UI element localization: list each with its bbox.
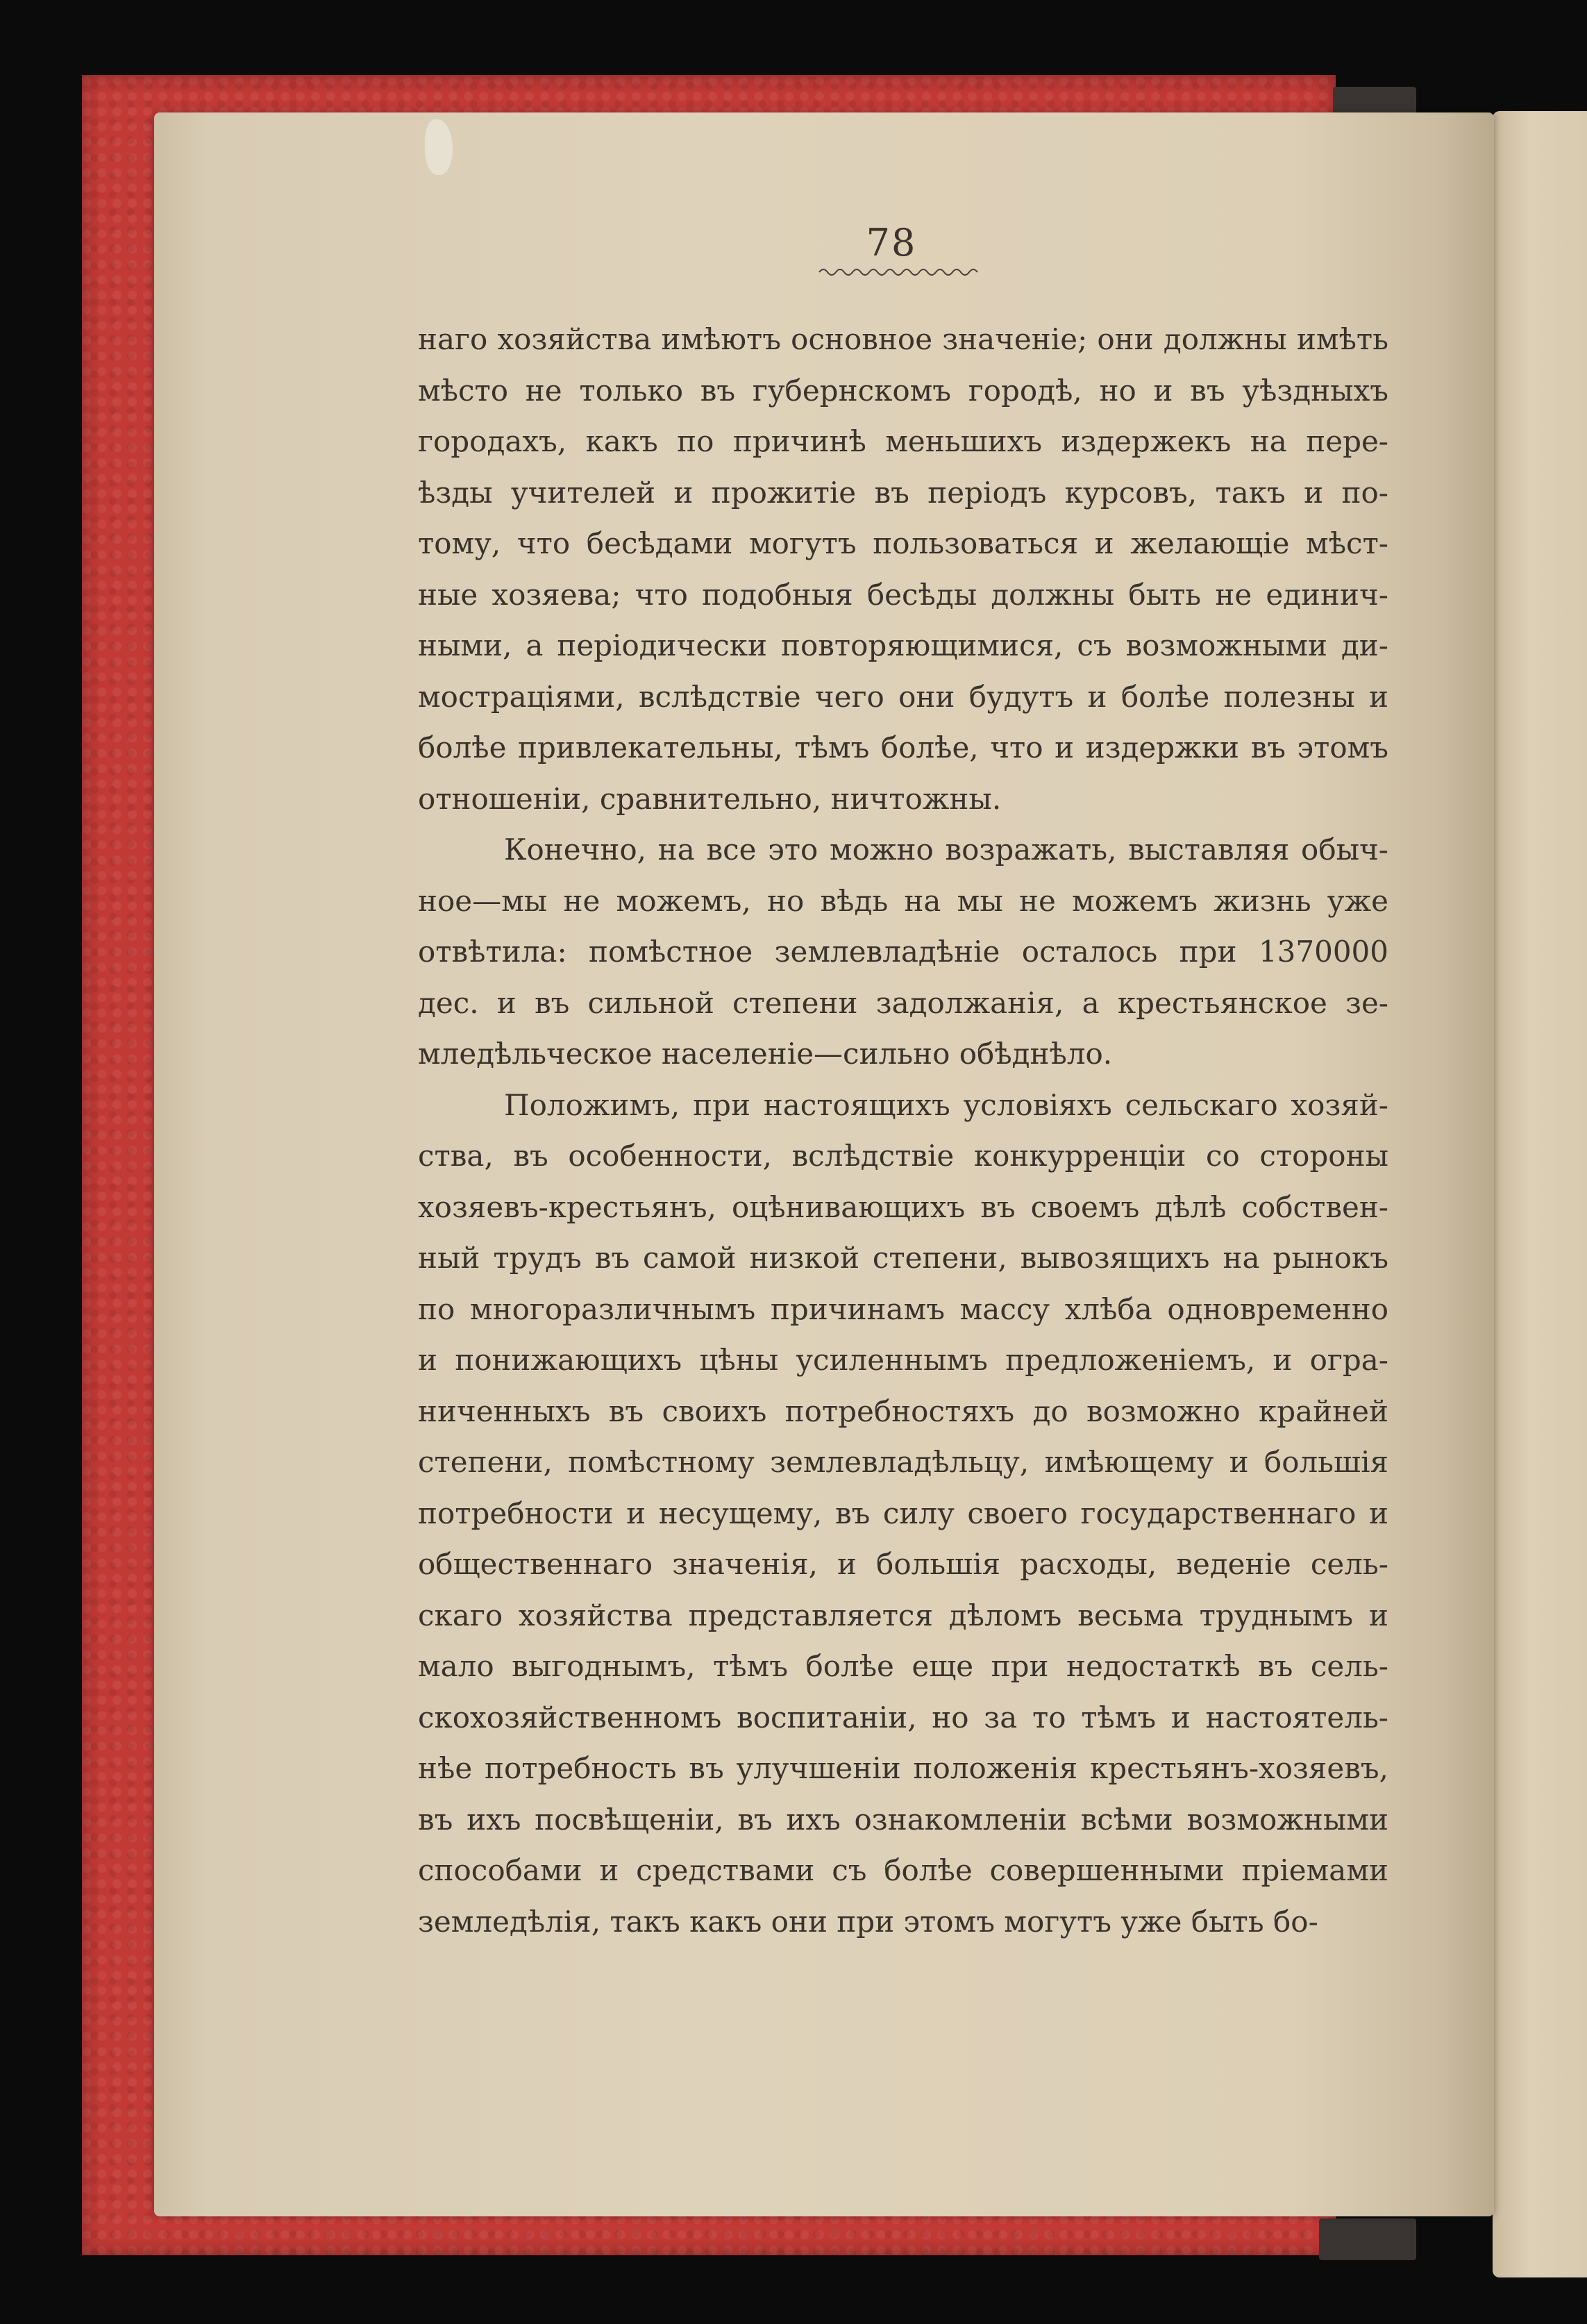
text-line: тому, что бесѣдами могутъ пользоваться и желающіе мѣст-	[418, 526, 1388, 560]
text-line: степени, помѣстному землевладѣльцу, имѣющему и большія	[418, 1445, 1388, 1479]
text-line: городахъ, какъ по причинѣ меньшихъ издержекъ на пере-	[418, 424, 1388, 458]
text-line: скаго хозяйства представляется дѣломъ весьма труднымъ и	[418, 1598, 1388, 1632]
text-line: и понижающихъ цѣны усиленнымъ предложеніемъ, и огра-	[418, 1343, 1388, 1377]
text-line: по многоразличнымъ причинамъ массу хлѣба одновременно	[418, 1291, 1388, 1326]
text-line: наго хозяйства имѣютъ основное значеніе; они должны имѣть	[418, 322, 1388, 356]
text-line: ными, а періодически повторяющимися, съ возможными ди-	[418, 628, 1388, 662]
paragraph	[418, 1080, 1388, 1948]
text-line: отношеніи, сравнительно, ничтожны.	[418, 781, 1002, 816]
text-line: дес. и въ сильной степени задолжанія, а крестьянское зе-	[418, 985, 1388, 1020]
text-line: скохозяйственномъ воспитаніи, но за то тѣмъ и настоятель-	[418, 1700, 1388, 1734]
text-line: болѣе привлекательны, тѣмъ болѣе, что и издержки въ этомъ	[418, 730, 1388, 764]
text-line: общественнаго значенія, и большія расходы, веденіе сель-	[418, 1547, 1388, 1581]
paragraph	[418, 824, 1388, 1080]
page-number-ornament-icon	[818, 265, 979, 276]
text-line: ное—мы не можемъ, но вѣдь на мы не можемъ жизнь уже	[418, 883, 1388, 918]
text-line: ѣзды учителей и прожитіе въ періодъ курсовъ, такъ и по-	[418, 475, 1388, 510]
text-line: ный трудъ въ самой низкой степени, вывозящихъ на рынокъ	[418, 1241, 1388, 1275]
text-line: ные хозяева; что подобныя бесѣды должны быть не единич-	[418, 577, 1388, 612]
text-line: мледѣльческое населеніе—сильно обѣднѣло.	[418, 1037, 1113, 1071]
text-line: мѣсто не только въ губернскомъ городѣ, но и въ уѣздныхъ	[418, 373, 1388, 408]
text-line: ниченныхъ въ своихъ потребностяхъ до возможно крайней	[418, 1394, 1388, 1428]
page-number: 78	[866, 221, 917, 265]
text-line: мало выгоднымъ, тѣмъ болѣе еще при недостаткѣ въ сель-	[418, 1649, 1388, 1683]
body-text	[418, 314, 1388, 1947]
text-line: земледѣлія, такъ какъ они при этомъ могутъ уже быть бо-	[418, 1904, 1318, 1939]
book-binding-bottom	[1319, 2218, 1416, 2260]
text-line: мострацiями, вслѣдствіе чего они будутъ и болѣе полезны и	[418, 679, 1388, 714]
text-line: въ ихъ посвѣщеніи, въ ихъ ознакомленіи всѣми возможными	[418, 1802, 1388, 1837]
next-page-edge	[1493, 111, 1587, 2277]
text-line: потребности и несущему, въ силу своего государственнаго и	[418, 1496, 1388, 1530]
paragraph	[418, 314, 1388, 824]
text-line: способами и средствами съ болѣе совершенными пріемами	[418, 1853, 1388, 1887]
text-line: Конечно, на все это можно возражать, выставляя обыч-	[504, 833, 1388, 867]
text-line: отвѣтила: помѣстное землевладѣніе осталось при 1370000	[418, 935, 1388, 969]
text-line: нѣе потребность въ улучшеніи положенія крестьянъ-хозяевъ,	[418, 1751, 1388, 1785]
text-line: ства, въ особенности, вслѣдствіе конкурренціи со стороны	[418, 1139, 1388, 1173]
text-line: Положимъ, при настоящихъ условіяхъ сельскаго хозяй-	[504, 1087, 1388, 1122]
text-line: хозяевъ-крестьянъ, оцѣнивающихъ въ своемъ дѣлѣ собствен-	[418, 1189, 1388, 1224]
